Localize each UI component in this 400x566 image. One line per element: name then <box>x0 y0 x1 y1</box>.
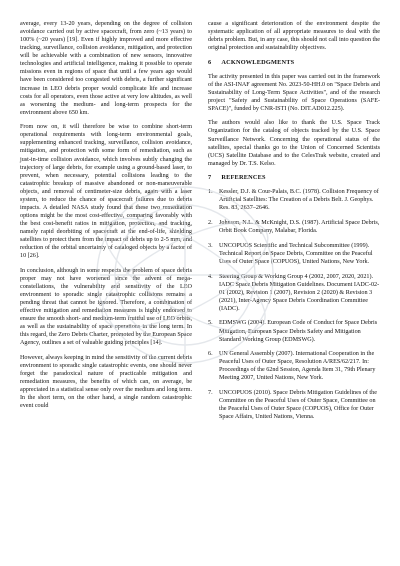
reference-item <box>208 242 380 266</box>
reference-item <box>208 389 380 421</box>
reference-text: UN General Assembly (2007). International Cooperation in the Peaceful Uses of Outer Space, Resolution A/RES/62/217. In: Proceedings of the 62nd Session, Agenda Item 31, 79th Plenary Meeting 2007, United Nations, New York. <box>219 351 376 382</box>
right-column <box>208 20 380 428</box>
section-title: REFERENCES <box>221 174 266 182</box>
acknowledgement-paragraph: The authors would also like to thank the U.S. Space Track Organization for the catalog of objects tracked by the U.S. Space Surveillance Network. Concerning the operational status of the satellites, special thanks go to the Union of Concerned Scientists (UCS) Satellite Database and to the CelesTrak website, created and managed by Dr. T.S. Kelso. <box>208 120 380 167</box>
section-number: 7 <box>208 174 212 182</box>
reference-text: UNCOPUOS (2010). Space Debris Mitigation Guidelines of the Committee on the Peaceful Uses of Outer Space, Committee on the Peaceful Uses of Outer Space (COPUOS), Office for Outer Space Affairs, United Nations, Vienna. <box>219 390 377 421</box>
reference-text: EDMSWG (2004). European Code of Conduct for Space Debris Mitigation, European Space Debris Safety and Mitigation Standard Working Group (EDMSWG). <box>219 320 378 343</box>
reference-item <box>208 273 380 313</box>
reference-number: 1. <box>208 189 213 196</box>
two-column-body <box>20 20 380 428</box>
section-title: ACKNOWLEDGMENTS <box>221 58 295 66</box>
reference-list <box>208 188 380 421</box>
body-paragraph: In conclusion, although in some respects the problem of space debris proper may not have worsened since the advent of mega-constellations, the vulnerability and sensitivity of the LEO environment to sporadic single catastrophic collisions remains a pending threat that cannot be ignored. Therefore, a combination of effective mitigation and remediation measures is highly endorsed to ensure the smooth short- and medium-term fruitful use of LEO orbits, as well as the sustainability of space operations in the long term. In this regard, the Zero Debris Charter, promoted by the European Space Agency, outlines a set of valuable guiding principles [14]. <box>20 267 192 347</box>
reference-item <box>208 188 380 212</box>
acknowledgements-heading <box>208 59 380 67</box>
reference-text: Johnson, N.L. & McKnight, D.S. (1987). Artificial Space Debris, Orbit Book Company, Malabar, Florida. <box>219 220 380 235</box>
reference-item <box>208 319 380 343</box>
body-paragraph: However, always keeping in mind the sensitivity of the current debris environment to sporadic single catastrophic events, one should never forget the paradoxical nature of practicable mitigation and remediation measures, the benefits of which can, on average, be appreciated in a statistical sense only over the medium and long term. In the short term, on the other hand, a single random catastrophic event could <box>20 354 192 410</box>
references-heading <box>208 174 380 182</box>
reference-number: 2. <box>208 220 213 227</box>
reference-item <box>208 219 380 235</box>
reference-number: 3. <box>208 242 213 249</box>
left-column <box>20 20 192 428</box>
acknowledgement-paragraph: The activity presented in this paper was carried out in the framework of the ASI-INAF agreement No. 2023-50-HH.0 on "Space Debris and Sustainability of Long-Term Space Activities", and of the research project "Safety and Sustainability of Space Operations (SAFE-SPACE)", funded by CNR-ISTI (No. DIT.AD012.225). <box>208 73 380 113</box>
reference-number: 7. <box>208 390 213 397</box>
body-paragraph: cause a significant deterioration of the environment despite the systematic application of all appropriate measures to deal with the debris problem. But, in any case, this should not call into question the original protection and sustainability objectives. <box>208 21 380 52</box>
section-number: 6 <box>208 58 212 66</box>
body-paragraph: average, every 13-20 years, depending on the degree of collision avoidance carried out by active spacecraft, from zero (~13 years) to 100% (~20 years) [19]. Even if highly improved and more effective tracking, surveillance, collision avoidance, mitigation, and protection will be achievable with a combination of new sensors, innovative technologies and artificial intelligence, making it possible to operate missions even in regions of space that until a few years ago would have been considered too congested with debris, a further significant increase in LEO debris proper would complicate life and increase costs for all operators, even those active at very low altitudes, as well as worsening the medium- and long-term prospects for the environment above 650 km. <box>20 21 192 116</box>
reference-number: 5. <box>208 320 213 327</box>
reference-number: 4. <box>208 273 213 280</box>
reference-text: UNCOPUOS Scientific and Technical Subcommittee (1999). Technical Report on Space Debris, Committee on the Peaceful Uses of Outer Space (COPUOS), United Nations, New York. <box>219 242 373 265</box>
body-paragraph: From now on, it will therefore be wise to combine short-term operational requirements with long-term environmental goals, supplementing enhanced tracking, surveillance, collision avoidance, mitigation, and protection with some form of remediation, such as just-in-time collision avoidance, which involves subtly changing the trajectory of large debris, for example using a ground-based laser, to prevent, when necessary, potential collisions leading to the catastrophic breakup of massive abandoned or non-maneuverable objects, and removal of centimeter-size debris, again with a laser system, to reduce the chance of spacecraft failures due to debris impacts. A detailed NASA study found that these two remediation options might be the most cost-effective, comparing favorably with the best cost-benefit ratios in mitigation, protection, and tracking, namely rapid deorbiting of spacecraft at the end-of-life, shielding satellites to protect them from the impact of debris up to 2-5 mm, and reduction of the orbital uncertainty of cataloged objects by a factor of 10 [26]. <box>20 124 192 260</box>
reference-number: 6. <box>208 351 213 358</box>
reference-text: Steering Group & Working Group 4 (2002, 2007, 2020, 2021). IADC Space Debris Mitigation Guidelines. Document IADC-02-01 (2002), Revision 1 (2007), Revision 2 (2020) & Revision 3 (2021), Inter-Agency Space Debris Coordination Committee (IADC). <box>219 273 380 312</box>
reference-text: Kessler, D.J. & Cour-Palais, B.C. (1978). Collision Frequency of Artificial Satellites: The Creation of a Debris Belt. J. Geophys. Res. 83, 2637–2646. <box>219 189 379 212</box>
reference-item <box>208 350 380 382</box>
